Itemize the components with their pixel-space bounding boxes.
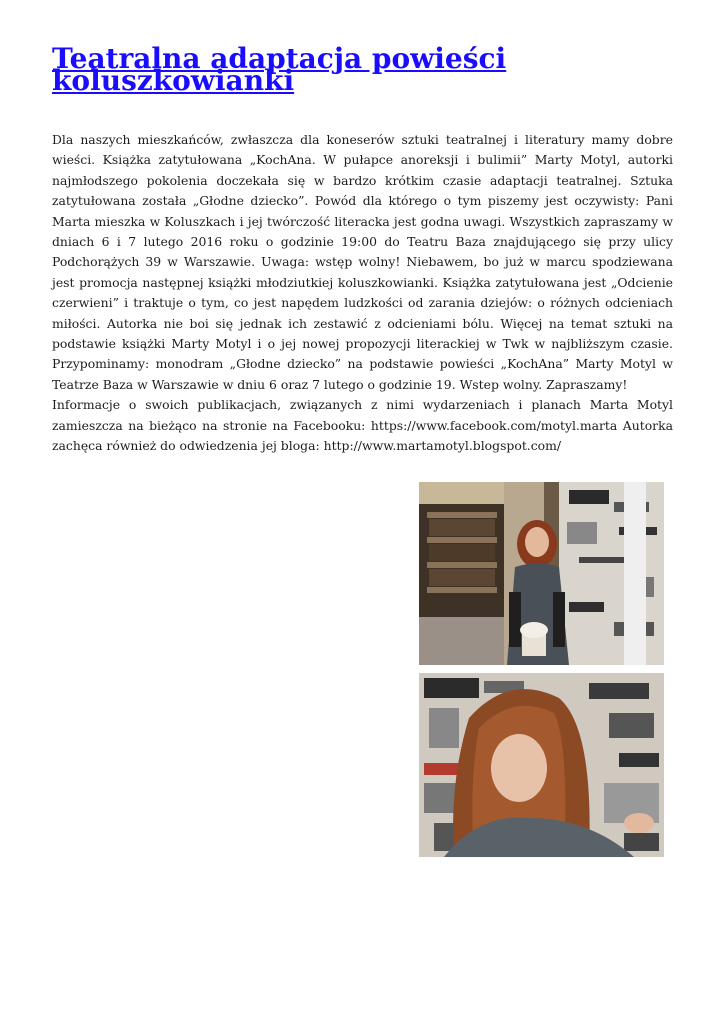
article-title-link[interactable]: Teatralna adaptacja powieści koluszkowianki [52,42,507,97]
article-body [52,130,673,457]
article-paragraph: Informacje o swoich publikacjach, związanych z nimi wydarzeniach i planach Marta Motyl zamieszcza na bieżąco na stronie na Facebooku: https://www.facebook.com/motyl.marta Autorka zachęca również do odwiedzenia jej bloga: http://www.martamotyl.blogspot.com/ [52,397,673,454]
author-photo-closeup [419,673,664,857]
article-paragraph: Dla naszych mieszkańców, zwłaszcza dla koneserów sztuki teatralnej i literatury mamy dobre wieści. Książka zatytułowana „KochAna. W pułapce anoreksji i bulimii” Marty Motyl, autorki najmłodszego pokolenia doczekała się w bardzo krótkim czasie adaptacji teatralnej. Sztuka zatytułowana została „Głodne dziecko”. Powód dla którego o tym piszemy jest oczywisty: Pani Marta mieszka w Koluszkach i jej twórczość literacka jest godna uwagi. Wszystkich zapraszamy w dniach 6 i 7 lutego 2016 roku o godzinie 19:00 do Teatru Baza znajdującego się przy ulicy Podchorążych 39 w Warszawie. Uwaga: wstęp wolny! Niebawem, bo już w marcu spodziewana jest promocja następnej książki młodziutkiej koluszkowianki. Książka zatytułowana jest „Odcienie czerwieni” i traktuje o tym, co jest napędem ludzkości od zarania dziejów: o różnych odcieniach miłości. Autorka nie boi się jednak ich zestawić z odcieniami bólu. Więcej na temat sztuki na podstawie książki Marty Motyl i o jej nowej propozycji literackiej w Twk w najbliższym czasie. Przypominamy: monodram „Głodne dziecko” na podstawie powieści „KochAna” Marty Motyl w Teatrze Baza w Warszawie w dniu 6 oraz 7 lutego o godzinie 19. Wstep wolny. Zapraszamy! [52,132,673,392]
author-photo-standing [419,482,664,665]
article-title [52,42,682,97]
